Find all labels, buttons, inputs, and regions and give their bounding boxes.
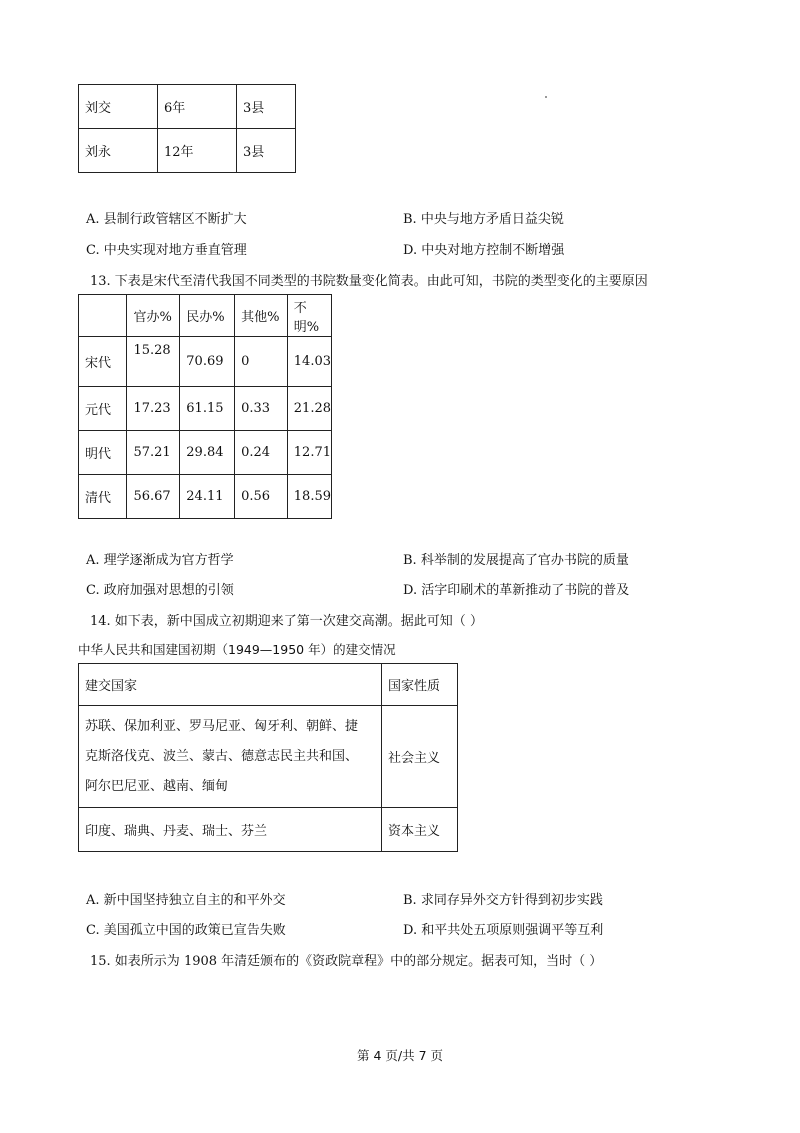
- table-cell: 刘交: [79, 85, 158, 129]
- q13-option-d: D. 活字印刷术的革新推动了书院的普及: [403, 583, 630, 598]
- table-cell: 官办%: [127, 295, 180, 337]
- table-cell: 6年: [158, 85, 237, 129]
- q14-option-b: B. 求同存异外交方针得到初步实践: [403, 893, 603, 908]
- q14-option-d: D. 和平共处五项原则强调平等互利: [403, 923, 604, 938]
- q14-stem: 14. 如下表，新中国成立初期迎来了第一次建交高潮。据此可知（ ）: [90, 614, 483, 629]
- table-cell: 元代: [79, 387, 127, 431]
- table-cell: 其他%: [235, 295, 288, 337]
- table-row: [79, 129, 296, 173]
- table-row: [79, 387, 332, 431]
- table-cell: 0.24: [235, 431, 288, 475]
- table-row: [79, 295, 332, 337]
- table-cell: 资本主义: [382, 808, 458, 852]
- table-cell: 3县: [237, 129, 296, 173]
- q12-option-d: D. 中央对地方控制不断增强: [403, 243, 565, 258]
- table-cell: 57.21: [127, 431, 180, 475]
- table-cell: 21.28: [287, 387, 331, 431]
- diplomacy-table: [78, 663, 458, 852]
- table-cell: 61.15: [180, 387, 235, 431]
- table-cell: [79, 706, 382, 808]
- academy-table: [78, 294, 332, 519]
- q13-option-c: C. 政府加强对思想的引领: [86, 583, 234, 598]
- page-footer: 第 4 页/共 7 页: [356, 1048, 443, 1063]
- table-cell: [79, 808, 382, 852]
- table-cell: 70.69: [180, 337, 235, 387]
- q13-stem: 13. 下表是宋代至清代我国不同类型的书院数量变化简表。由此可知，书院的类型变化的主要原因: [90, 274, 648, 289]
- country-line: 苏联、保加利亚、罗马尼亚、匈牙利、朝鲜、捷: [85, 718, 359, 734]
- table-cell: 清代: [79, 475, 127, 519]
- table-cell: 12.71: [287, 431, 331, 475]
- table-cell: 0: [235, 337, 288, 387]
- table-cell: 社会主义: [382, 706, 458, 808]
- q14-option-c: C. 美国孤立中国的政策已宣告失败: [86, 923, 286, 938]
- q13-option-b: B. 科举制的发展提高了官办书院的质量: [403, 553, 629, 568]
- table-cell: 14.03: [287, 337, 331, 387]
- q13-option-a: A. 理学逐渐成为官方哲学: [86, 553, 234, 568]
- table-cell: 宋代: [79, 337, 127, 387]
- table-cell: 12年: [158, 129, 237, 173]
- table-cell: 24.11: [180, 475, 235, 519]
- table-row: [79, 808, 458, 852]
- table-row: [79, 85, 296, 129]
- table-row: [79, 475, 332, 519]
- table-cell: [79, 295, 127, 337]
- country-line: 印度、瑞典、丹麦、瑞士、芬兰: [85, 824, 268, 839]
- table-cell: 29.84: [180, 431, 235, 475]
- table-row: [79, 431, 332, 475]
- table-row: [79, 706, 458, 808]
- table-cell: 15.28: [127, 337, 180, 387]
- q12-option-b: B. 中央与地方矛盾日益尖锐: [403, 212, 564, 227]
- q14-option-a: A. 新中国坚持独立自主的和平外交: [86, 893, 286, 908]
- table-cell: 不明%: [287, 295, 331, 337]
- table-cell: 国家性质: [382, 664, 458, 706]
- speck: [545, 96, 547, 98]
- country-line: 阿尔巴尼亚、越南、缅甸: [85, 778, 229, 794]
- table-cell: 17.23: [127, 387, 180, 431]
- table-row: [79, 664, 458, 706]
- reign-table: [78, 84, 296, 173]
- q14-table-caption: 中华人民共和国建国初期（1949—1950 年）的建交情况: [78, 642, 396, 657]
- table-row: [79, 337, 332, 387]
- table-cell: 0.33: [235, 387, 288, 431]
- table-cell: 刘永: [79, 129, 158, 173]
- table-cell: 56.67: [127, 475, 180, 519]
- table-cell: 明代: [79, 431, 127, 475]
- q12-option-c: C. 中央实现对地方垂直管理: [86, 243, 247, 258]
- table-cell: 民办%: [180, 295, 235, 337]
- table-cell: 0.56: [235, 475, 288, 519]
- q15-stem: 15. 如表所示为 1908 年清廷颁布的《资政院章程》中的部分规定。据表可知，当时（ ）: [90, 954, 603, 969]
- table-cell: 3县: [237, 85, 296, 129]
- q12-option-a: A. 县制行政管辖区不断扩大: [86, 212, 247, 227]
- country-line: 克斯洛伐克、波兰、蒙古、德意志民主共和国、: [85, 748, 359, 764]
- table-cell: 18.59: [287, 475, 331, 519]
- table-cell: 建交国家: [79, 664, 382, 706]
